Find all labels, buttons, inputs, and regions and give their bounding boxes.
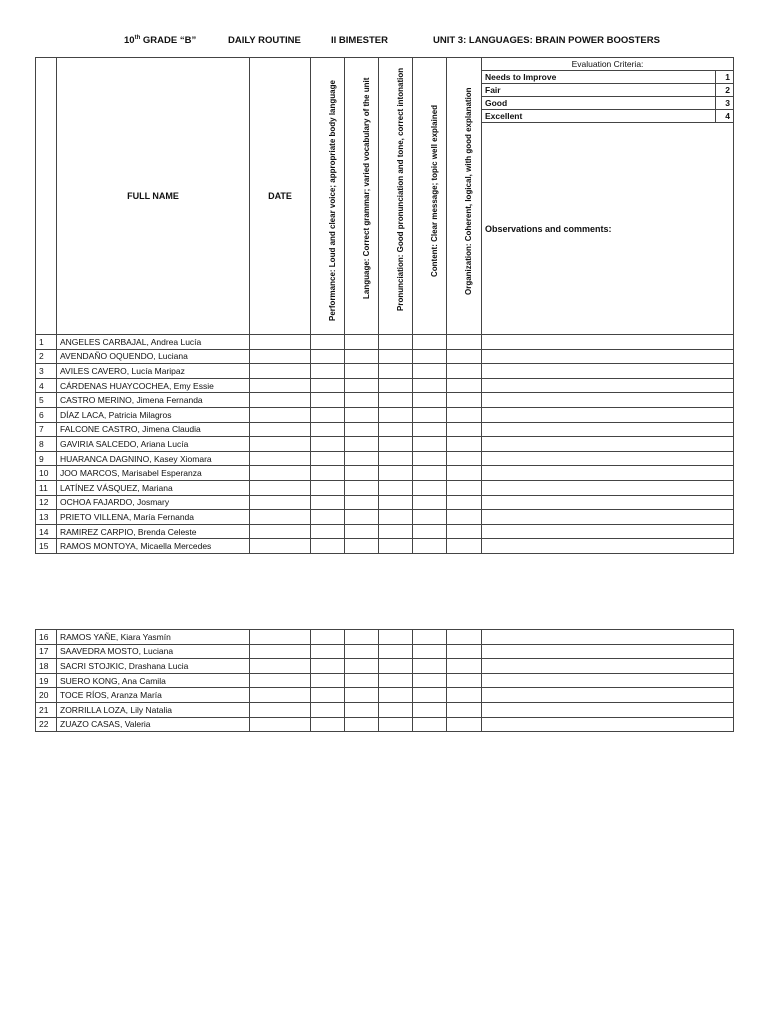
table-row <box>36 466 734 481</box>
language-cell[interactable] <box>345 480 379 495</box>
student-number: 2 <box>36 349 57 364</box>
student-name: SACRI STOJKIC, Drashana Lucia <box>57 659 250 674</box>
student-number: 8 <box>36 437 57 452</box>
performance-cell[interactable] <box>311 495 345 510</box>
performance-cell[interactable] <box>311 702 345 717</box>
student-name: HUARANCA DAGNINO, Kasey Xiomara <box>57 451 250 466</box>
student-number: 17 <box>36 644 57 659</box>
language-cell[interactable] <box>345 393 379 408</box>
student-name: JOO MARCOS, Marisabel Esperanza <box>57 466 250 481</box>
date-cell[interactable] <box>250 335 311 350</box>
performance-cell[interactable] <box>311 524 345 539</box>
student-rows-page2 <box>36 630 734 732</box>
observations-cell[interactable] <box>482 378 734 393</box>
organization-cell[interactable] <box>447 378 482 393</box>
language-cell[interactable] <box>345 466 379 481</box>
student-name: TOCE RÍOS, Aranza María <box>57 688 250 703</box>
language-cell[interactable] <box>345 364 379 379</box>
content-cell[interactable] <box>413 378 447 393</box>
date-cell[interactable] <box>250 630 311 645</box>
performance-cell[interactable] <box>311 349 345 364</box>
observations-cell[interactable] <box>482 510 734 525</box>
organization-cell[interactable] <box>447 466 482 481</box>
criteria-label: Good <box>482 97 716 110</box>
content-cell[interactable] <box>413 644 447 659</box>
language-cell[interactable] <box>345 451 379 466</box>
student-name: GAVIRIA SALCEDO, Ariana Lucía <box>57 437 250 452</box>
student-name: RAMOS MONTOYA, Micaella Mercedes <box>57 539 250 554</box>
table-row <box>36 349 734 364</box>
date-cell[interactable] <box>250 451 311 466</box>
organization-header <box>447 58 482 335</box>
observations-cell[interactable] <box>482 451 734 466</box>
organization-cell[interactable] <box>447 510 482 525</box>
performance-cell[interactable] <box>311 407 345 422</box>
date-cell[interactable] <box>250 393 311 408</box>
date-cell[interactable] <box>250 437 311 452</box>
full-name-header: FULL NAME <box>57 58 250 335</box>
organization-cell[interactable] <box>447 437 482 452</box>
observations-cell[interactable] <box>482 630 734 645</box>
student-number: 6 <box>36 407 57 422</box>
language-cell[interactable] <box>345 335 379 350</box>
table-row <box>36 644 734 659</box>
language-cell[interactable] <box>345 717 379 732</box>
language-cell[interactable] <box>345 659 379 674</box>
content-cell[interactable] <box>413 393 447 408</box>
content-cell[interactable] <box>413 335 447 350</box>
student-number: 3 <box>36 364 57 379</box>
performance-label: Performance: Loud and clear voice; appropriate body language <box>327 80 337 321</box>
date-cell[interactable] <box>250 524 311 539</box>
table-row <box>36 702 734 717</box>
date-cell[interactable] <box>250 510 311 525</box>
organization-cell[interactable] <box>447 349 482 364</box>
num-header-cell <box>36 58 57 335</box>
student-name: LATÍNEZ VÁSQUEZ, Mariana <box>57 480 250 495</box>
observations-cell[interactable] <box>482 437 734 452</box>
content-cell[interactable] <box>413 480 447 495</box>
organization-cell[interactable] <box>447 717 482 732</box>
organization-cell[interactable] <box>447 688 482 703</box>
content-cell[interactable] <box>413 717 447 732</box>
observations-cell[interactable] <box>482 659 734 674</box>
date-cell[interactable] <box>250 673 311 688</box>
table-row <box>36 451 734 466</box>
table-row <box>36 539 734 554</box>
table-row <box>36 335 734 350</box>
performance-cell[interactable] <box>311 480 345 495</box>
table-row <box>36 717 734 732</box>
observations-cell[interactable] <box>482 480 734 495</box>
language-cell[interactable] <box>345 349 379 364</box>
content-cell[interactable] <box>413 495 447 510</box>
observations-cell[interactable] <box>482 524 734 539</box>
pronunciation-cell[interactable] <box>379 422 413 437</box>
observations-cell[interactable] <box>482 644 734 659</box>
criteria-label: Fair <box>482 84 716 97</box>
criteria-label: Excellent <box>482 110 716 123</box>
language-label: Language: Correct grammar; varied vocabulary of the unit <box>361 77 371 299</box>
criteria-label: Needs to Improve <box>482 71 716 84</box>
organization-cell[interactable] <box>447 644 482 659</box>
evaluation-table-2 <box>35 629 734 732</box>
pronunciation-cell[interactable] <box>379 335 413 350</box>
student-name: PRIETO VILLENA, María Fernanda <box>57 510 250 525</box>
date-cell[interactable] <box>250 539 311 554</box>
header-bimester: II BIMESTER <box>331 35 389 46</box>
date-cell[interactable] <box>250 495 311 510</box>
student-name: CASTRO MERINO, Jimena Fernanda <box>57 393 250 408</box>
header-grade <box>124 35 196 46</box>
organization-cell[interactable] <box>447 659 482 674</box>
pronunciation-cell[interactable] <box>379 510 413 525</box>
content-cell[interactable] <box>413 466 447 481</box>
pronunciation-cell[interactable] <box>379 688 413 703</box>
grade-suffix: th <box>134 35 141 41</box>
student-number: 14 <box>36 524 57 539</box>
performance-cell[interactable] <box>311 437 345 452</box>
language-cell[interactable] <box>345 702 379 717</box>
student-number: 10 <box>36 466 57 481</box>
pronunciation-cell[interactable] <box>379 378 413 393</box>
performance-cell[interactable] <box>311 466 345 481</box>
student-name: ZORRILLA LOZA, Lily Natalia <box>57 702 250 717</box>
date-cell[interactable] <box>250 378 311 393</box>
student-name: AVILES CAVERO, Lucía Maripaz <box>57 364 250 379</box>
student-number: 7 <box>36 422 57 437</box>
content-cell[interactable] <box>413 510 447 525</box>
table-row <box>36 673 734 688</box>
table-row <box>36 510 734 525</box>
performance-cell[interactable] <box>311 393 345 408</box>
date-cell[interactable] <box>250 717 311 732</box>
student-number: 11 <box>36 480 57 495</box>
organization-cell[interactable] <box>447 702 482 717</box>
language-cell[interactable] <box>345 630 379 645</box>
student-number: 12 <box>36 495 57 510</box>
observations-cell[interactable] <box>482 688 734 703</box>
organization-cell[interactable] <box>447 393 482 408</box>
content-cell[interactable] <box>413 702 447 717</box>
performance-cell[interactable] <box>311 510 345 525</box>
content-cell[interactable] <box>413 673 447 688</box>
language-cell[interactable] <box>345 422 379 437</box>
date-cell[interactable] <box>250 422 311 437</box>
content-cell[interactable] <box>413 659 447 674</box>
table-row <box>36 437 734 452</box>
organization-cell[interactable] <box>447 407 482 422</box>
table-row <box>36 393 734 408</box>
student-number: 19 <box>36 673 57 688</box>
content-header <box>413 58 447 335</box>
performance-cell[interactable] <box>311 644 345 659</box>
organization-cell[interactable] <box>447 451 482 466</box>
pronunciation-label: Pronunciation: Good pronunciation and tone, correct intonation <box>395 67 405 311</box>
student-number: 21 <box>36 702 57 717</box>
pronunciation-cell[interactable] <box>379 466 413 481</box>
student-number: 16 <box>36 630 57 645</box>
content-cell[interactable] <box>413 630 447 645</box>
language-cell[interactable] <box>345 510 379 525</box>
criteria-value: 4 <box>716 110 734 123</box>
student-number: 15 <box>36 539 57 554</box>
table-row <box>36 364 734 379</box>
observations-cell[interactable] <box>482 364 734 379</box>
language-cell[interactable] <box>345 673 379 688</box>
performance-cell[interactable] <box>311 378 345 393</box>
date-cell[interactable] <box>250 364 311 379</box>
language-cell[interactable] <box>345 539 379 554</box>
student-name: ANGELES CARBAJAL, Andrea Lucía <box>57 335 250 350</box>
observations-cell[interactable] <box>482 702 734 717</box>
student-name: DÍAZ LACA, Patricia Milagros <box>57 407 250 422</box>
date-cell[interactable] <box>250 688 311 703</box>
student-number: 18 <box>36 659 57 674</box>
content-label: Content: Clear message; topic well explained <box>429 104 439 277</box>
observations-cell[interactable] <box>482 407 734 422</box>
performance-cell[interactable] <box>311 673 345 688</box>
pronunciation-cell[interactable] <box>379 644 413 659</box>
organization-cell[interactable] <box>447 673 482 688</box>
table-row <box>36 378 734 393</box>
criteria-title: Evaluation Criteria: <box>482 58 734 71</box>
organization-cell[interactable] <box>447 495 482 510</box>
content-cell[interactable] <box>413 688 447 703</box>
pronunciation-cell[interactable] <box>379 495 413 510</box>
content-cell[interactable] <box>413 437 447 452</box>
performance-cell[interactable] <box>311 422 345 437</box>
date-cell[interactable] <box>250 407 311 422</box>
student-number: 20 <box>36 688 57 703</box>
student-name: RAMIREZ CARPIO, Brenda Celeste <box>57 524 250 539</box>
student-name: SAAVEDRA MOSTO, Luciana <box>57 644 250 659</box>
observations-cell[interactable] <box>482 393 734 408</box>
student-number: 4 <box>36 378 57 393</box>
performance-cell[interactable] <box>311 659 345 674</box>
evaluation-table-1 <box>35 57 734 554</box>
organization-cell[interactable] <box>447 364 482 379</box>
criteria-value: 2 <box>716 84 734 97</box>
observations-cell[interactable] <box>482 539 734 554</box>
language-cell[interactable] <box>345 688 379 703</box>
pronunciation-cell[interactable] <box>379 673 413 688</box>
student-name: FALCONE CASTRO, Jimena Claudia <box>57 422 250 437</box>
student-name: AVENDAÑO OQUENDO, Luciana <box>57 349 250 364</box>
performance-cell[interactable] <box>311 364 345 379</box>
date-cell[interactable] <box>250 644 311 659</box>
pronunciation-cell[interactable] <box>379 407 413 422</box>
content-cell[interactable] <box>413 539 447 554</box>
criteria-value: 1 <box>716 71 734 84</box>
table-row <box>36 659 734 674</box>
date-cell[interactable] <box>250 480 311 495</box>
pronunciation-cell[interactable] <box>379 480 413 495</box>
student-number: 22 <box>36 717 57 732</box>
observations-cell[interactable] <box>482 717 734 732</box>
pronunciation-cell[interactable] <box>379 437 413 452</box>
language-cell[interactable] <box>345 644 379 659</box>
performance-cell[interactable] <box>311 539 345 554</box>
pronunciation-header <box>379 58 413 335</box>
organization-cell[interactable] <box>447 630 482 645</box>
grade-section: GRADE “B” <box>140 35 197 47</box>
observations-cell[interactable] <box>482 349 734 364</box>
language-cell[interactable] <box>345 495 379 510</box>
student-number: 13 <box>36 510 57 525</box>
table-row <box>36 630 734 645</box>
table-row <box>36 524 734 539</box>
table-row <box>36 480 734 495</box>
observations-cell[interactable] <box>482 422 734 437</box>
content-cell[interactable] <box>413 364 447 379</box>
language-cell[interactable] <box>345 378 379 393</box>
content-cell[interactable] <box>413 349 447 364</box>
performance-cell[interactable] <box>311 630 345 645</box>
student-rows-page1 <box>36 335 734 554</box>
organization-label: Organization: Coherent, logical, with good explanation <box>464 87 473 295</box>
performance-cell[interactable] <box>311 335 345 350</box>
student-name: ZUAZO CASAS, Valeria <box>57 717 250 732</box>
grade-number: 10 <box>124 35 135 47</box>
organization-cell[interactable] <box>447 480 482 495</box>
student-name: CÁRDENAS HUAYCOCHEA, Emy Essie <box>57 378 250 393</box>
table-row <box>36 688 734 703</box>
student-name: SUERO KONG, Ana Camila <box>57 673 250 688</box>
pronunciation-cell[interactable] <box>379 451 413 466</box>
pronunciation-cell[interactable] <box>379 539 413 554</box>
student-name: RAMOS YAÑE, Kiara Yasmín <box>57 630 250 645</box>
date-cell[interactable] <box>250 702 311 717</box>
language-cell[interactable] <box>345 407 379 422</box>
content-cell[interactable] <box>413 407 447 422</box>
performance-cell[interactable] <box>311 717 345 732</box>
table-row <box>36 407 734 422</box>
date-cell[interactable] <box>250 349 311 364</box>
content-cell[interactable] <box>413 524 447 539</box>
student-number: 1 <box>36 335 57 350</box>
student-number: 9 <box>36 451 57 466</box>
observations-cell[interactable] <box>482 495 734 510</box>
language-cell[interactable] <box>345 524 379 539</box>
observations-label: Observations and comments: <box>482 123 734 335</box>
table-row <box>36 422 734 437</box>
language-header <box>345 58 379 335</box>
header-routine: DAILY ROUTINE <box>228 35 301 46</box>
pronunciation-cell[interactable] <box>379 349 413 364</box>
performance-cell[interactable] <box>311 451 345 466</box>
header-unit: UNIT 3: LANGUAGES: BRAIN POWER BOOSTERS <box>433 35 660 46</box>
organization-cell[interactable] <box>447 422 482 437</box>
pronunciation-cell[interactable] <box>379 659 413 674</box>
criteria-value: 3 <box>716 97 734 110</box>
pronunciation-cell[interactable] <box>379 702 413 717</box>
date-cell[interactable] <box>250 466 311 481</box>
date-cell[interactable] <box>250 659 311 674</box>
observations-cell[interactable] <box>482 673 734 688</box>
observations-cell[interactable] <box>482 335 734 350</box>
performance-cell[interactable] <box>311 688 345 703</box>
date-header: DATE <box>250 58 311 335</box>
pronunciation-cell[interactable] <box>379 630 413 645</box>
observations-cell[interactable] <box>482 466 734 481</box>
pronunciation-cell[interactable] <box>379 717 413 732</box>
student-name: OCHOA FAJARDO, Josmary <box>57 495 250 510</box>
content-cell[interactable] <box>413 422 447 437</box>
pronunciation-cell[interactable] <box>379 393 413 408</box>
organization-cell[interactable] <box>447 335 482 350</box>
pronunciation-cell[interactable] <box>379 364 413 379</box>
organization-cell[interactable] <box>447 539 482 554</box>
student-number: 5 <box>36 393 57 408</box>
language-cell[interactable] <box>345 437 379 452</box>
performance-header <box>311 58 345 335</box>
table-row <box>36 495 734 510</box>
pronunciation-cell[interactable] <box>379 524 413 539</box>
organization-cell[interactable] <box>447 524 482 539</box>
content-cell[interactable] <box>413 451 447 466</box>
